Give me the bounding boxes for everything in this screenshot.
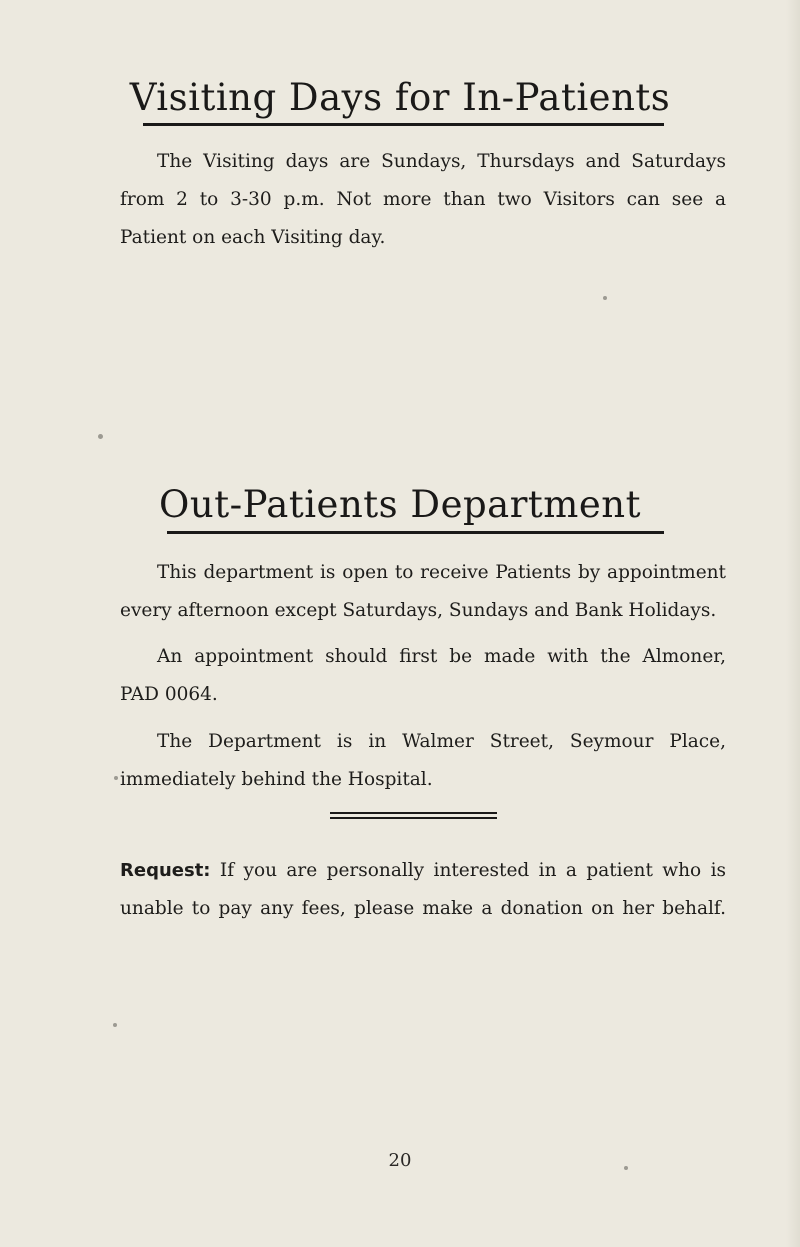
heading-text: Visiting Days for In-Patients	[129, 76, 671, 119]
paragraph-line	[120, 852, 726, 890]
divider-rule-top	[330, 812, 497, 814]
paper-speck	[114, 776, 118, 780]
location-paragraph	[120, 723, 726, 799]
divider-rule-bottom	[330, 817, 497, 819]
request-paragraph	[120, 852, 726, 928]
request-text: If you are personally interested in a patient who is	[219, 860, 726, 881]
paragraph-line: every afternoon except Saturdays, Sundays and Bank Holidays.	[120, 600, 717, 621]
heading-text: Out-Patients Department	[159, 483, 641, 526]
paragraph-line: Patient on each Visiting day.	[120, 227, 386, 248]
appointment-paragraph	[120, 638, 726, 714]
department-hours-paragraph	[120, 554, 726, 630]
paragraph-line: immediately behind the Hospital.	[120, 769, 433, 790]
paragraph-line: The Visiting days are Sundays, Thursdays and Saturdays	[157, 151, 726, 172]
paper-speck	[603, 296, 607, 300]
page-number: 20	[388, 1150, 412, 1171]
paper-speck	[624, 1166, 628, 1170]
visiting-days-paragraph	[120, 143, 726, 257]
paragraph-line: unable to pay any fees, please make a donation on her behalf.	[120, 898, 726, 919]
request-label: Request:	[120, 860, 211, 881]
section-heading-out-patients	[0, 483, 800, 526]
paragraph-line: The Department is in Walmer Street, Seymour Place,	[157, 731, 726, 752]
paragraph-line: This department is open to receive Patients by appointment	[157, 562, 726, 583]
paper-speck	[98, 434, 103, 439]
paper-speck	[113, 1023, 117, 1027]
heading-underline	[143, 123, 664, 126]
paragraph-line: PAD 0064.	[120, 684, 218, 705]
heading-underline	[167, 531, 664, 534]
section-heading-visiting-days	[0, 76, 800, 119]
paragraph-line: from 2 to 3-30 p.m. Not more than two Visitors can see a	[120, 189, 726, 210]
page-edge-shadow	[786, 0, 800, 1247]
paragraph-line: An appointment should first be made with the Almoner,	[157, 646, 726, 667]
